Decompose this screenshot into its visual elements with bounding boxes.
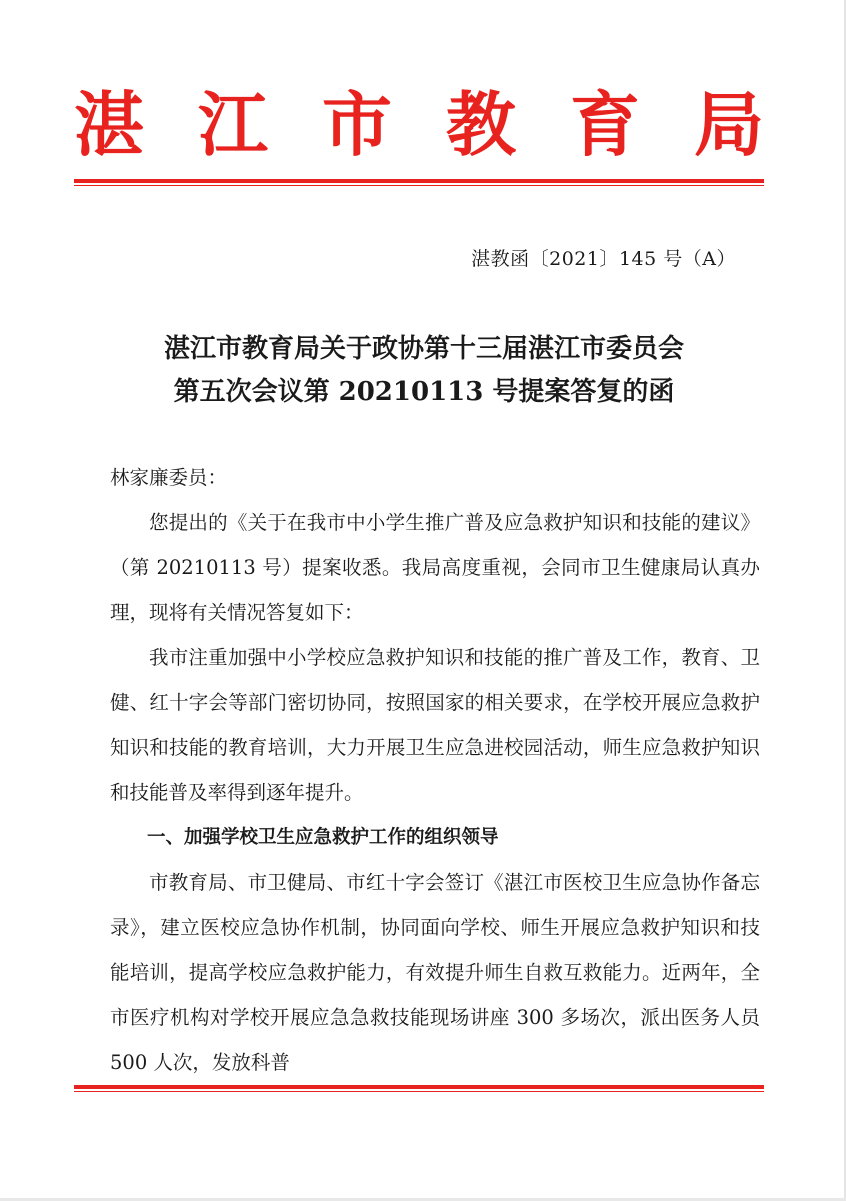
- letterhead-char: 教: [446, 83, 516, 166]
- document-number: 湛教函〔2021〕145 号（A）: [471, 248, 736, 270]
- footer-red-rule: [74, 1085, 764, 1092]
- body-paragraph: 市教育局、市卫健局、市红十字会签订《湛江市医校卫生应急协作备忘录》，建立医校应急协作机制，协同面向学校、师生开展应急救护知识和技能培训，提高学校应急救护能力，有效提升师生自救互救能力。近两年，全市医疗机构对学校开展应急急救技能现场讲座 300 多场次，派出医务人员 500 人次，发放科普: [110, 871, 760, 1074]
- letterhead-char: 江: [198, 83, 268, 166]
- letterhead-char: 局: [694, 83, 764, 166]
- letterhead-char: 育: [570, 83, 640, 166]
- agency-letterhead: [74, 80, 764, 170]
- section-heading: 一、加强学校卫生应急救护工作的组织领导: [147, 827, 499, 848]
- document-title: [74, 328, 774, 414]
- body-paragraph: 您提出的《关于在我市中小学生推广普及应急救护知识和技能的建议》（第 20210113 号）提案收悉。我局高度重视，会同市卫生健康局认真办理，现将有关情况答复如下：: [110, 511, 760, 624]
- rule-thin-line: [74, 185, 764, 186]
- rule-thin-line: [74, 1091, 764, 1092]
- body-paragraph: 我市注重加强中小学校应急救护知识和技能的推广普及工作，教育、卫健、红十字会等部门密切协同，按照国家的相关要求，在学校开展应急救护知识和技能的教育培训，大力开展卫生应急进校园活动，师生应急救护知识和技能普及率得到逐年提升。: [110, 646, 760, 804]
- letterhead-char: 市: [322, 83, 392, 166]
- letterhead-char: 湛: [74, 83, 144, 166]
- rule-thick-line: [74, 1085, 764, 1089]
- salutation: 林家廉委员：: [110, 466, 228, 489]
- document-body: [110, 455, 760, 1085]
- rule-thick-line: [74, 179, 764, 183]
- letterhead-red-rule: [74, 179, 764, 186]
- document-title-line-2: 第五次会议第 20210113 号提案答复的函: [173, 377, 675, 407]
- document-title-line-1: 湛江市教育局关于政协第十三届湛江市委员会: [163, 334, 684, 364]
